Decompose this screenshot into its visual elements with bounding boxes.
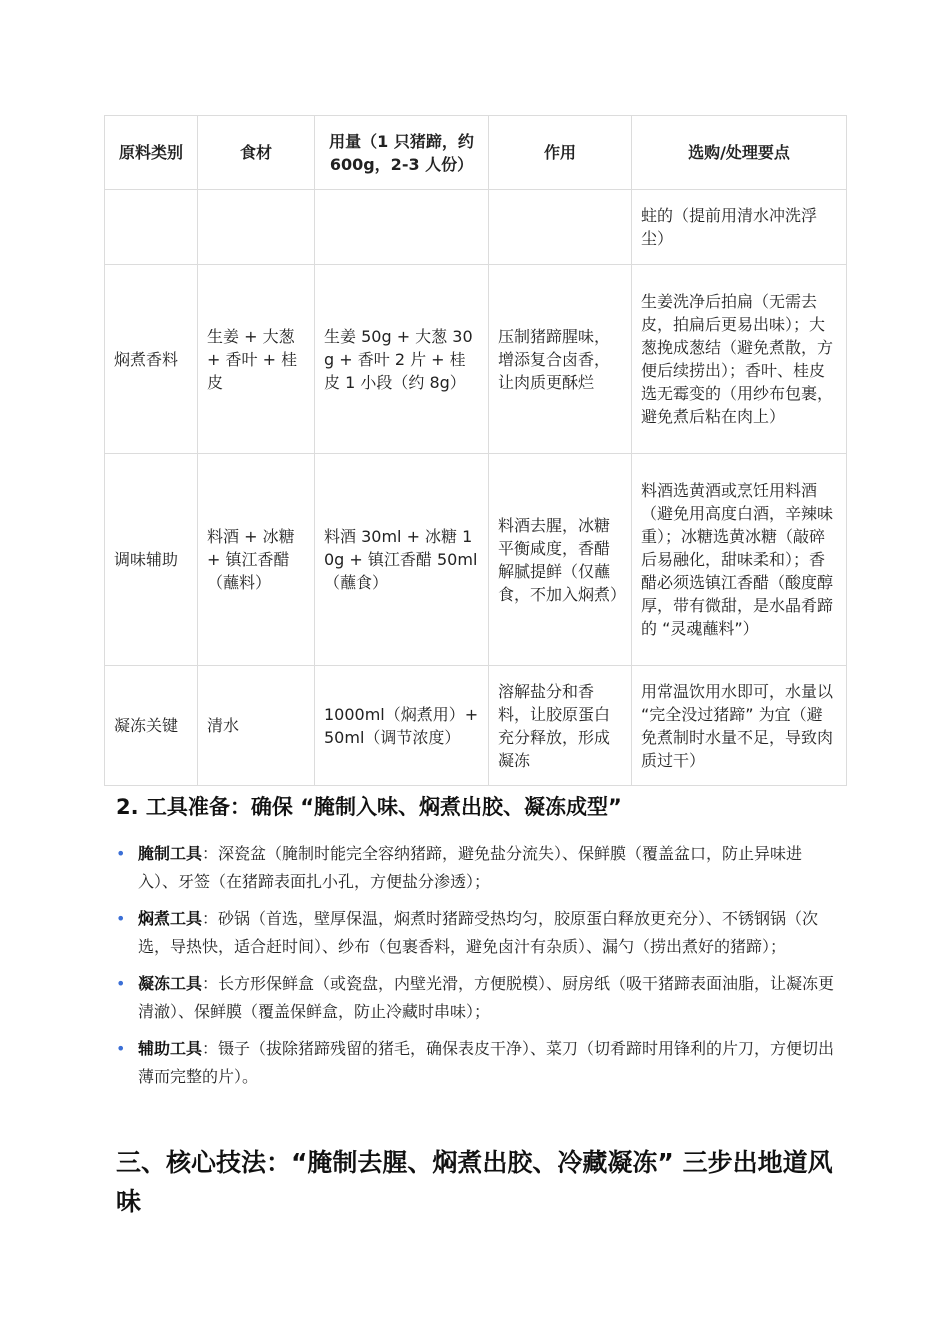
- header-function: 作用: [489, 116, 632, 190]
- cell-ingredient: [198, 190, 315, 265]
- item-text: ：深瓷盆（腌制时能完全容纳猪蹄，避免盐分流失）、保鲜膜（覆盖盆口，防止异味进入）、牙签（在猪蹄表面扎小孔，方便盐分渗透）；: [138, 844, 803, 891]
- cell-tips: 用常温饮用水即可，水量以 “完全没过猪蹄” 为宜（避免煮制时水量不足，导致肉质过干）: [632, 666, 847, 786]
- cell-tips: 生姜洗净后拍扁（无需去皮，拍扁后更易出味）；大葱挽成葱结（避免煮散，方便后续捞出）；香叶、桂皮选无霉变的（用纱布包裹，避免煮后粘在肉上）: [632, 265, 847, 454]
- cell-amount: 生姜 50g + 大葱 30g + 香叶 2 片 + 桂皮 1 小段（约 8g）: [315, 265, 489, 454]
- list-item: [116, 905, 836, 961]
- cell-ingredient: 料酒 + 冰糖 + 镇江香醋（蘸料）: [198, 454, 315, 666]
- list-item: [116, 970, 836, 1026]
- cell-function: 料酒去腥，冰糖平衡咸度，香醋解腻提鲜（仅蘸食，不加入焖煮）: [489, 454, 632, 666]
- bullet-icon: •: [116, 909, 126, 928]
- table-header-row: [105, 116, 847, 190]
- list-item: [116, 840, 836, 896]
- ingredients-table: [104, 115, 847, 786]
- cell-amount: 料酒 30ml + 冰糖 10g + 镇江香醋 50ml（蘸食）: [315, 454, 489, 666]
- cell-function: [489, 190, 632, 265]
- cell-category: 调味辅助: [105, 454, 198, 666]
- cell-ingredient: 清水: [198, 666, 315, 786]
- cell-category: 凝冻关键: [105, 666, 198, 786]
- header-category: 原料类别: [105, 116, 198, 190]
- table-row: [105, 454, 847, 666]
- cell-tips: 蛀的（提前用清水冲洗浮尘）: [632, 190, 847, 265]
- bullet-icon: •: [116, 1039, 126, 1058]
- header-ingredient: 食材: [198, 116, 315, 190]
- cell-amount: [315, 190, 489, 265]
- item-label: 辅助工具: [138, 1039, 203, 1058]
- cell-amount: 1000ml（焖煮用）+50ml（调节浓度）: [315, 666, 489, 786]
- table-row: [105, 666, 847, 786]
- table-row: [105, 190, 847, 265]
- item-text: ：镊子（拔除猪蹄残留的猪毛，确保表皮干净）、菜刀（切肴蹄时用锋利的片刀，方便切出薄而完整的片）。: [138, 1039, 835, 1086]
- cell-tips: 料酒选黄酒或烹饪用料酒（避免用高度白酒，辛辣味重）；冰糖选黄冰糖（敲碎后易融化，甜味柔和）；香醋必须选镇江香醋（酸度醇厚，带有微甜，是水晶肴蹄的 “灵魂蘸料”）: [632, 454, 847, 666]
- item-label: 腌制工具: [138, 844, 203, 863]
- cell-ingredient: 生姜 + 大葱 + 香叶 + 桂皮: [198, 265, 315, 454]
- chapter-heading: 三、核心技法：“腌制去腥、焖煮出胶、冷藏凝冻” 三步出地道风味: [116, 1148, 833, 1216]
- tools-section-heading: 2. 工具准备：确保 “腌制入味、焖煮出胶、凝冻成型”: [116, 795, 622, 819]
- cell-function: 压制猪蹄腥味，增添复合卤香，让肉质更酥烂: [489, 265, 632, 454]
- cell-category: 焖煮香料: [105, 265, 198, 454]
- list-item: [116, 1035, 836, 1091]
- item-label: 凝冻工具: [138, 974, 203, 993]
- header-amount: 用量（1 只猪蹄，约 600g，2-3 人份）: [315, 116, 489, 190]
- item-text: ：砂锅（首选，壁厚保温，焖煮时猪蹄受热均匀，胶原蛋白释放更充分）、不锈钢锅（次选，导热快，适合赶时间）、纱布（包裹香料，避免卤汁有杂质）、漏勺（捞出煮好的猪蹄）；: [138, 909, 819, 956]
- bullet-icon: •: [116, 844, 126, 863]
- table-row: [105, 265, 847, 454]
- item-text: ：长方形保鲜盒（或瓷盘，内壁光滑，方便脱模）、厨房纸（吸干猪蹄表面油脂，让凝冻更清澈）、保鲜膜（覆盖保鲜盒，防止冷藏时串味）；: [138, 974, 835, 1021]
- item-label: 焖煮工具: [138, 909, 203, 928]
- cell-function: 溶解盐分和香料，让胶原蛋白充分释放，形成凝冻: [489, 666, 632, 786]
- cell-category: [105, 190, 198, 265]
- tools-list: [116, 840, 836, 1100]
- header-tips: 选购/处理要点: [632, 116, 847, 190]
- bullet-icon: •: [116, 974, 126, 993]
